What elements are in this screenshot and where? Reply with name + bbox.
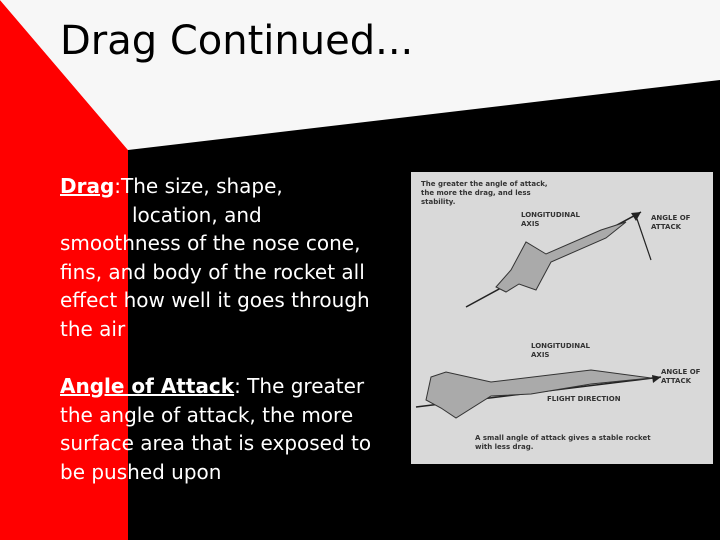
aoa-bottom-label-2: ATTACK: [661, 377, 692, 385]
aoa-top-label-1: ANGLE OF: [651, 214, 691, 222]
caption-bottom-1: A small angle of attack gives a stable rocket: [475, 434, 651, 442]
drag-line-2: location, and: [132, 202, 262, 227]
caption-top-3: stability.: [421, 198, 456, 206]
drag-rest: smoothness of the nose cone, fins, and body of the rocket all effect how well it goes through the air: [60, 231, 370, 341]
slide-title: Drag Continued...: [60, 18, 414, 64]
aoa-top-label-2: ATTACK: [651, 223, 682, 231]
slide-body: [60, 172, 390, 486]
long-axis-top-label-2: AXIS: [521, 220, 540, 228]
aoa-colon: :: [234, 374, 241, 398]
rocket-diagram: [411, 172, 713, 464]
drag-term: Drag: [60, 174, 115, 198]
long-axis-bottom-label-1: LONGITUDINAL: [531, 342, 590, 350]
caption-top-1: The greater the angle of attack,: [421, 180, 548, 188]
aoa-paragraph: [60, 372, 390, 486]
drag-line-1: The size, shape,: [121, 174, 283, 198]
aoa-rest: The greater the angle of attack, the more surface area that is exposed to be pushed upon: [60, 374, 372, 484]
caption-top-2: the more the drag, and less: [421, 189, 531, 197]
aoa-bottom-label-1: ANGLE OF: [661, 368, 701, 376]
long-axis-top-label-1: LONGITUDINAL: [521, 211, 580, 219]
long-axis-bottom-label-2: AXIS: [531, 351, 550, 359]
drag-paragraph: [60, 172, 390, 343]
aoa-term: Angle of Attack: [60, 374, 235, 398]
drag-colon: :: [114, 174, 122, 198]
flight-direction-label: FLIGHT DIRECTION: [547, 395, 621, 403]
caption-bottom-2: with less drag.: [475, 443, 534, 451]
